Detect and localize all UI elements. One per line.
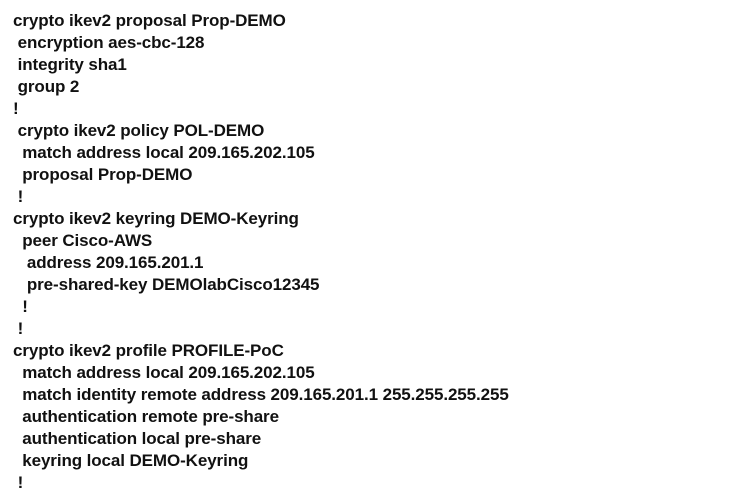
config-line-4: group 2 (13, 77, 80, 96)
config-line-11: peer Cisco-AWS (13, 231, 153, 250)
config-line-12: address 209.165.201.1 (13, 253, 204, 272)
config-line-5: ! (13, 99, 19, 118)
config-line-17: match address local 209.165.202.105 (13, 363, 315, 382)
config-line-14: ! (13, 297, 28, 316)
config-line-18: match identity remote address 209.165.201.1 255.255.255.255 (13, 385, 509, 404)
config-line-1: crypto ikev2 proposal Prop-DEMO (13, 11, 286, 30)
config-line-21: keyring local DEMO-Keyring (13, 451, 249, 470)
config-line-22: ! (13, 473, 24, 492)
config-line-9: ! (13, 187, 24, 206)
config-line-8: proposal Prop-DEMO (13, 165, 193, 184)
config-line-3: integrity sha1 (13, 55, 127, 74)
config-line-15: ! (13, 319, 24, 338)
config-line-7: match address local 209.165.202.105 (13, 143, 315, 162)
config-line-2: encryption aes-cbc-128 (13, 33, 205, 52)
config-line-19: authentication remote pre-share (13, 407, 279, 426)
config-listing (0, 2, 750, 503)
config-line-10: crypto ikev2 keyring DEMO-Keyring (13, 209, 299, 228)
config-line-20: authentication local pre-share (13, 429, 262, 448)
config-line-6: crypto ikev2 policy POL-DEMO (13, 121, 265, 140)
config-line-13: pre-shared-key DEMOlabCisco12345 (13, 275, 320, 294)
config-line-16: crypto ikev2 profile PROFILE-PoC (13, 341, 284, 360)
